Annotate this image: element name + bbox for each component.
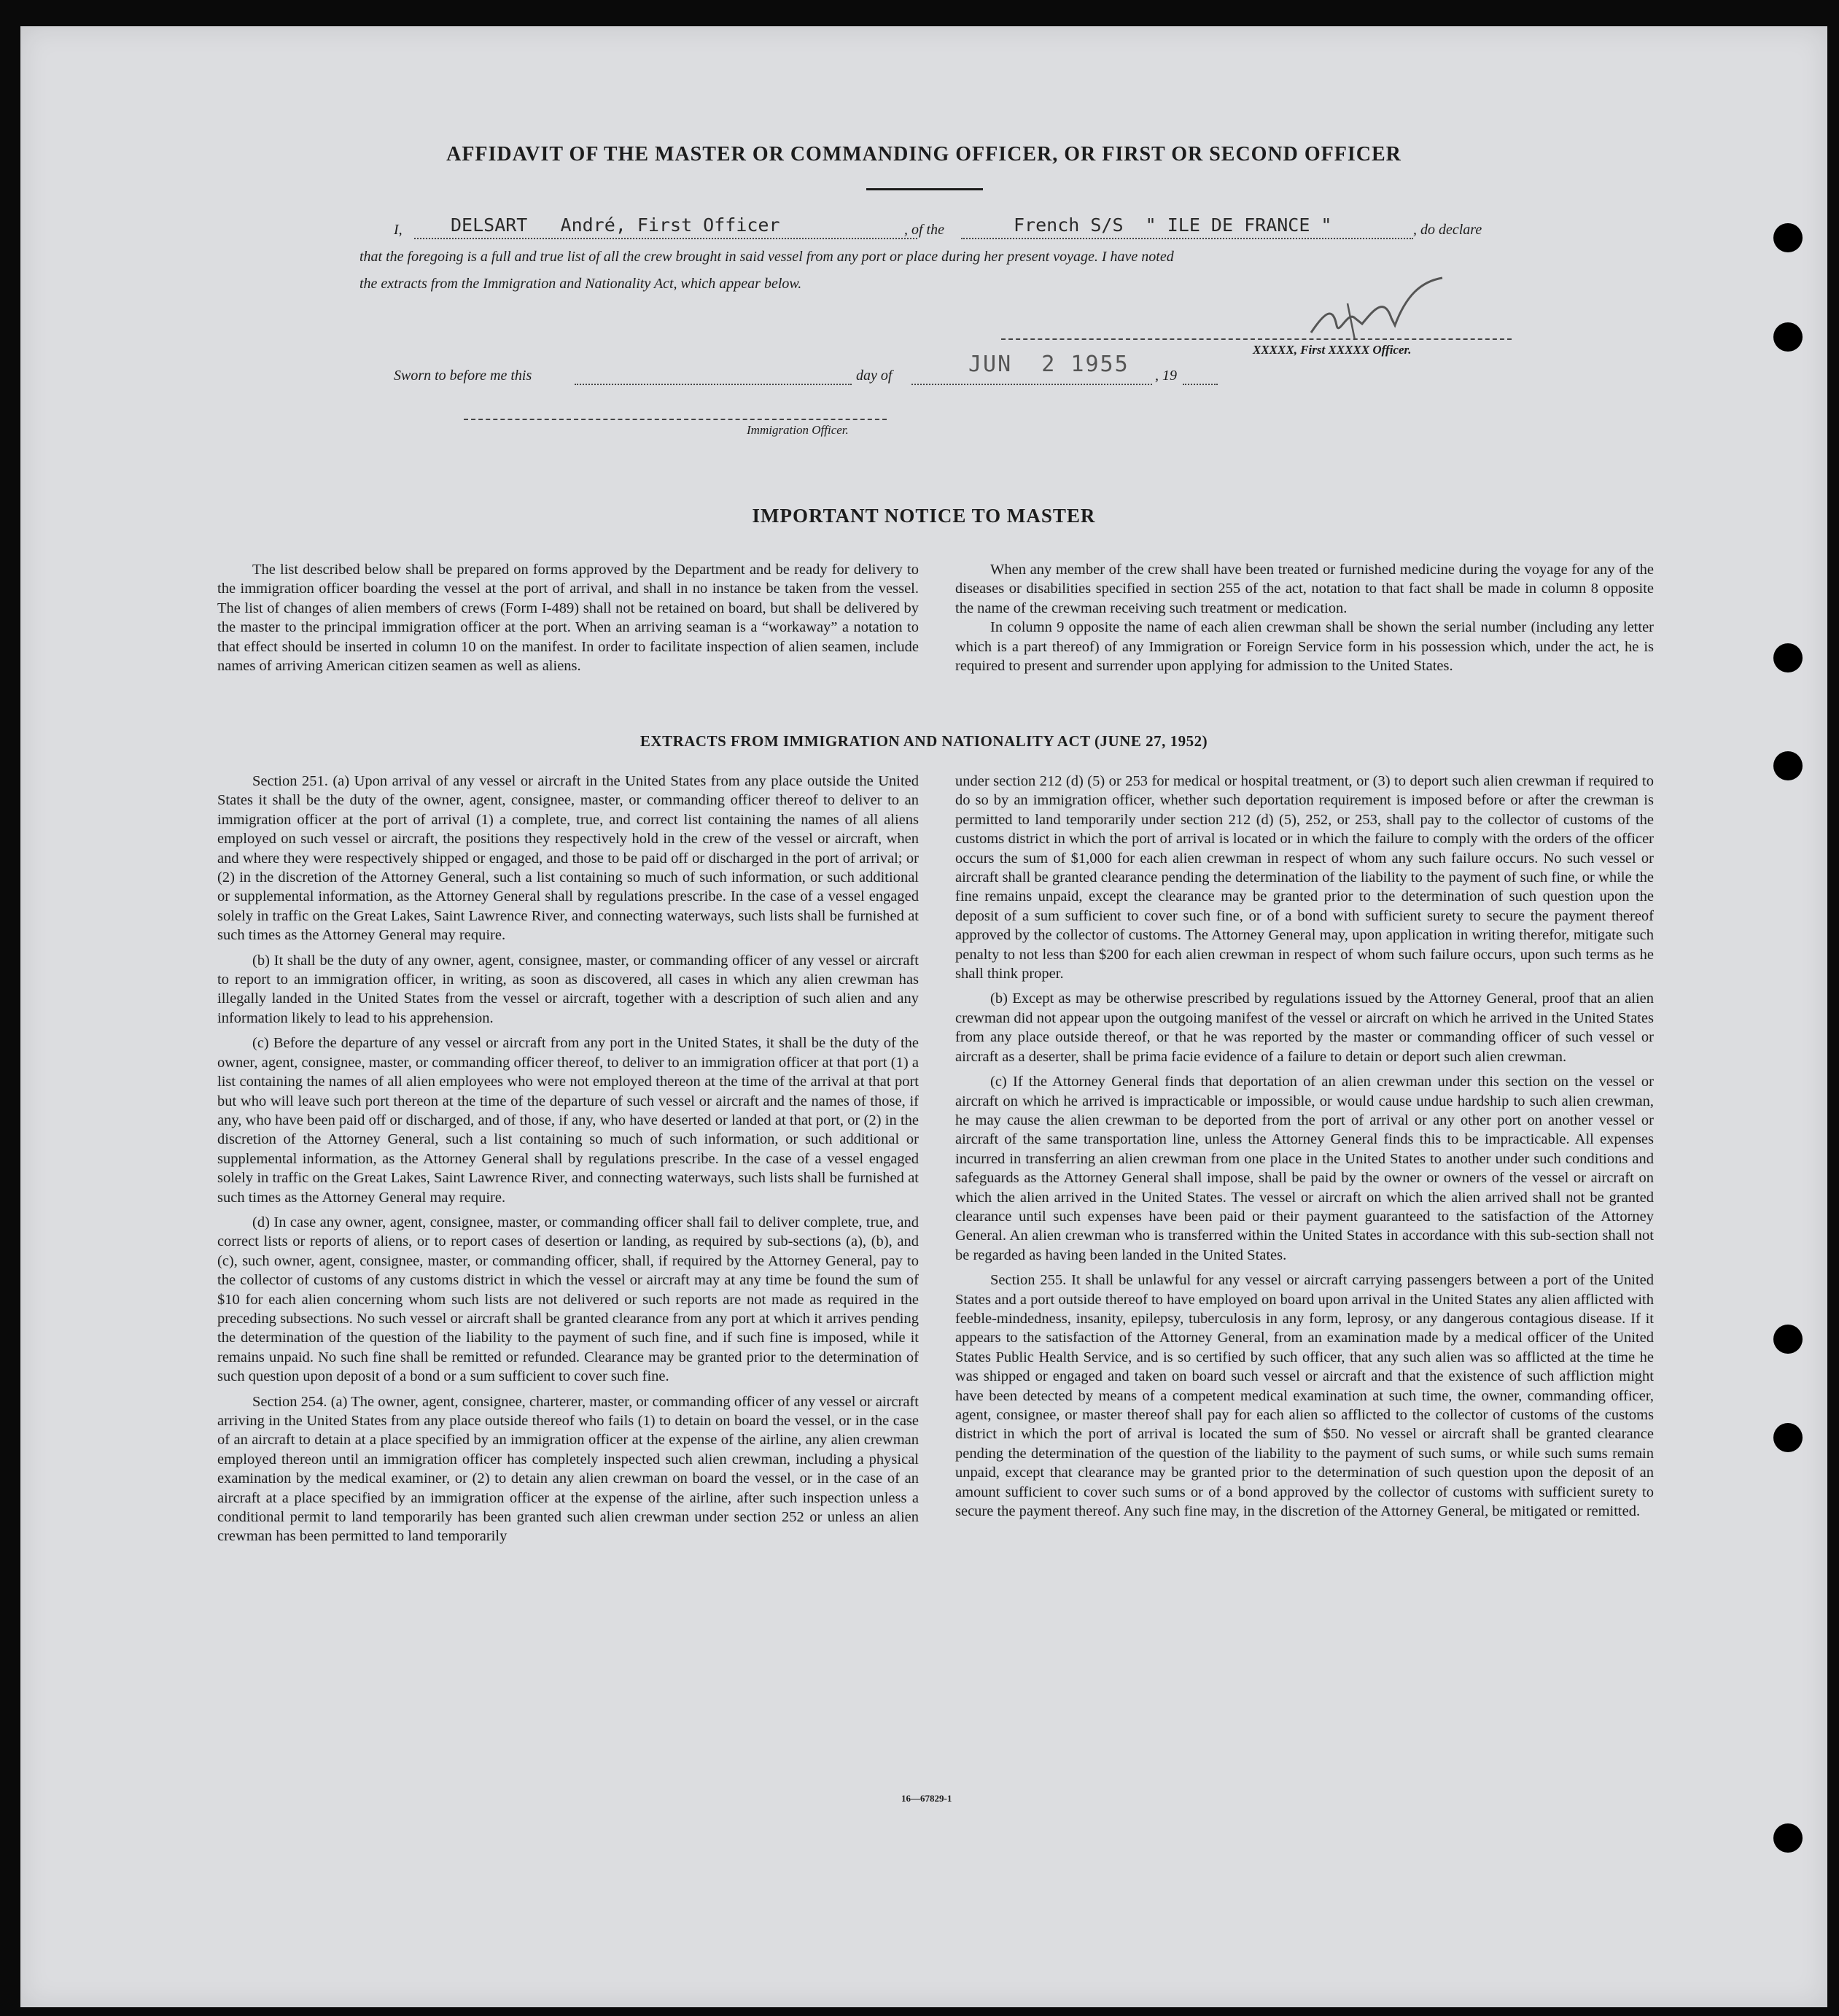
date-stamp: JUN 2 1955 xyxy=(968,352,1130,377)
section-254-c: (c) If the Attorney General finds that deportation of an alien crewman under this section on the vessel or aircraft on which he arrived is impracticable or impossible, or would cause undue hardship to such alien crewman, he may cause the alien crewman to be deported from the port of arrival or any other port on another vessel or aircraft of the same transportation line, unless the Attorney General finds this to be impracticable. All expenses incurred in transferring an alien crewman from one place in the United States to another under such conditions and safeguards as the Attorney General shall impose, shall be paid by the owner or owners of the vessel or aircraft on which the alien arrived in the United States. The vessel or aircraft on which the alien arrived shall not be granted clearance until such expenses have been paid or their payment guaranteed to the satisfaction of the Attorney General. An alien crewman who is transferred within the United States in accordance with this sub-section shall not be regarded as having been landed in the United States. xyxy=(955,1074,1654,1263)
year-line xyxy=(1183,384,1218,385)
document-page xyxy=(20,26,1827,2007)
vessel-name: French S/S " ILE DE FRANCE " xyxy=(1014,214,1332,236)
section-254-a: Section 254. (a) The owner, agent, consignee, charterer, master, or commanding officer of any vessel or aircraft arriving in the United States from any place outside thereof who fails (1) to detain on board the vessel, or in the case of an aircraft to detain at a place specified by an immigration officer at the expense of the airline, any alien crewman employed thereon until an immigration officer has completely inspected such alien crewman, including a physical examination by the medical examiner, or (2) to detain any alien crewman on board the vessel, or in the case of an aircraft at a place specified by an immigration officer at the expense of the airline, after such inspection unless a conditional permit to land temporarily has been granted such alien crewman under section 252 or unless an alien crewman has been permitted to land temporarily xyxy=(217,1393,919,1545)
binder-hole xyxy=(1773,751,1803,780)
vessel-fill-line xyxy=(961,238,1413,239)
extracts-right-column xyxy=(955,772,1654,1527)
section-255: Section 255. It shall be unlawful for any vessel or aircraft carrying passengers between a port of the United States and a port outside thereof to have employed on board upon arrival in the United States any alien afflicted with feeble-mindedness, insanity, epilepsy, tuberculosis in any form, leprosy, or any dangerous contagious disease. If it appears to the satisfaction of the Attorney General, from an examination made by a medical officer of the United States Public Health Service, and is so certified by such officer, that any such alien was so afflicted at the time he was shipped or engaged and taken on board such vessel or aircraft and that the existence of such affliction might have been detected by means of a competent medical examination at such time, the owner, commanding officer, agent, consignee, or master thereof shall pay for each alien so afflicted to the collector of customs of the customs district in which the port of arrival is located the sum of $50. No vessel or aircraft shall be granted clearance pending the determination of the question of the liability to the payment of such sums, or while such sums remain unpaid, except that clearance may be granted prior to the determination of such question upon the deposit of an amount sufficient to cover such sums or of a bond approved by the collector of customs with sufficient surety to secure the payment thereof. Any such fine may, in the discretion of the Attorney General, be mitigated or remitted. xyxy=(955,1272,1654,1520)
extracts-left-column xyxy=(217,772,919,1552)
day-of-label: day of xyxy=(856,368,893,384)
title-underline xyxy=(866,188,983,190)
of-the-label: , of the xyxy=(904,222,944,238)
binder-hole xyxy=(1773,643,1803,672)
notice-left-paragraph: The list described below shall be prepared on forms approved by the Department and be ready for delivery to the immigration officer boarding the vessel at the port of arrival, and shall in no instance be taken from the vessel. The list of changes of alien members of crews (Form I-489) shall not be retained on board, but shall be delivered by the master to the principal immigration officer at the port. When an arriving seaman is a “workaway” a notation to that effect should be inserted in column 10 on the manifest. In order to facilitate inspection of alien seamen, include names of arriving American citizen seamen as well as aliens. xyxy=(217,562,919,675)
immigration-officer-line xyxy=(464,419,887,420)
statement-line-1: that the foregoing is a full and true list of all the crew brought in said vessel from any port or place during her present voyage. I have noted xyxy=(359,249,1174,265)
immigration-officer-caption: Immigration Officer. xyxy=(747,423,849,437)
do-declare-label: , do declare xyxy=(1413,222,1482,238)
notice-title: IMPORTANT NOTICE TO MASTER xyxy=(752,505,1096,527)
notice-right-paragraph-1: When any member of the crew shall have been treated or furnished medicine during the voyage for any of the diseases or disabilities specified in section 255 of the act, notation to that fact shall be made in column 8 opposite the name of the crewman receiving such treatment or medication. xyxy=(955,562,1654,616)
notice-left-column xyxy=(217,560,919,675)
sworn-label: Sworn to before me this xyxy=(394,368,532,384)
notice-right-paragraph-2: In column 9 opposite the name of each alien crewman shall be shown the serial number (including any letter which is a part thereof) of any Immigration or Foreign Service form in his possession which, under the act, he is required to present and surrender upon applying for admission to the United States. xyxy=(955,619,1654,675)
officer-signature xyxy=(1304,267,1450,347)
officer-signature-line xyxy=(1001,338,1512,340)
form-number: 16—67829-1 xyxy=(901,1793,952,1804)
section-251-a: Section 251. (a) Upon arrival of any vessel or aircraft in the United States from any place outside the United States it shall be the duty of the owner, agent, consignee, master, or commanding officer thereof to deliver to an immigration officer at the port of arrival (1) a complete, true, and correct list containing the names of all aliens employed on such vessel or aircraft, the positions they respectively hold in the crew of the vessel or aircraft, when and where they were respectively shipped or engaged, and those to be paid off or discharged in the port of arrival; or (2) in the discretion of the Attorney General, such a list containing so much of such information, or such additional or supplemental information, as the Attorney General shall by regulations prescribe. In the case of a vessel engaged solely in traffic on the Great Lakes, Saint Lawrence River, and connecting waterways, such lists shall be furnished at such times as the Attorney General may require. xyxy=(217,773,919,944)
name-fill-line xyxy=(414,238,917,239)
section-251-c: (c) Before the departure of any vessel or aircraft from any port in the United States, it shall be the duty of the owner, agent, consignee, master, or commanding officer thereof, to deliver to an immigration officer at that port (1) a list containing the names of all alien employees who were not employed thereon at the time of the arrival at that port but who will leave such port thereon at the time of the departure of such vessel or aircraft and the names of those, if any, who have been paid off or discharged, and of those, if any, who have deserted or landed at that port, or (2) in the discretion of the Attorney General, such a list containing so much of such information, or such additional or supplemental information, as the Attorney General shall by regulations prescribe. In the case of a vessel engaged solely in traffic on the Great Lakes, Saint Lawrence River, and connecting waterways, such lists shall be furnished at such times as the Attorney General may require. xyxy=(217,1035,919,1206)
sworn-day-line xyxy=(575,384,852,385)
statement-line-2: the extracts from the Immigration and Nationality Act, which appear below. xyxy=(359,276,802,292)
i-label: I, xyxy=(394,222,403,238)
section-251-d: (d) In case any owner, agent, consignee, master, or commanding officer shall fail to deliver complete, true, and correct lists or reports of aliens, or to report cases of desertion or landing, as required by sub-sections (a), (b), and (c), such owner, agent, consignee, master, or commanding officer, shall, if required by the Attorney General, pay to the collector of customs of any customs district in which the vessel or aircraft may at any time be found the sum of $10 for each alien concerning whom such lists are not delivered or such reports are not made as required in the preceding subsections. No such vessel or aircraft shall be granted clearance from any port at which it arrives pending the determination of the question of the liability to the payment of such fine, and if such fine is imposed, while it remains unpaid. No such fine shall be remitted or refunded. Clearance may be granted prior to the determination of such question upon deposit of a bond or a sum sufficient to cover such fine. xyxy=(217,1214,919,1385)
affidavit-title: AFFIDAVIT OF THE MASTER OR COMMANDING OFFICER, OR FIRST OR SECOND OFFICER xyxy=(446,143,1401,166)
binder-hole xyxy=(1773,1325,1803,1354)
section-254-b: (b) Except as may be otherwise prescribed by regulations issued by the Attorney General, proof that an alien crewman did not appear upon the outgoing manifest of the vessel or aircraft on which he arrived in the United States from any place outside thereof, or that he was reported by the master or commanding officer of such vessel or aircraft as a deserter, shall be prima facie evidence of a failure to detain or deport such alien crewman. xyxy=(955,990,1654,1065)
extracts-title: EXTRACTS FROM IMMIGRATION AND NATIONALITY ACT (JUNE 27, 1952) xyxy=(639,732,1208,750)
binder-hole xyxy=(1773,223,1803,252)
section-254-a-continued: under section 212 (d) (5) or 253 for medical or hospital treatment, or (3) to deport such alien crewman if required to do so by an immigration officer, whether such deportation requirement is imposed before or after the crewman is permitted to land temporarily under section 212 (d) (5), 252, or 253, shall pay to the collector of customs of the customs district in which the port of arrival is located or in which the failure to comply with the orders of the officer occurs the sum of $1,000 for each alien crewman in respect of whom any such failure occurs. No such vessel or aircraft shall be granted clearance pending the determination of the liability to the payment of such fine, or while the fine remains unpaid, except the clearance may be granted prior to the determination of such question upon the deposit of a sum sufficient to cover such fine, or of a bond with sufficient surety to secure the payment thereof approved by the collector of customs. The Attorney General may, upon application in writing therefor, mitigate such penalty to not less than $200 for each alien crewman in respect of whom such failure occurs, upon such terms as he shall think proper. xyxy=(955,773,1654,982)
section-251-b: (b) It shall be the duty of any owner, agent, consignee, master, or commanding officer of any vessel or aircraft to report to an immigration officer, in writing, as soon as discovered, all cases in which any alien crewman has illegally landed in the United States from the vessel or aircraft, together with a description of such alien and any information likely to lead to his apprehension. xyxy=(217,952,919,1026)
year-prefix: , 19 xyxy=(1155,368,1177,384)
sworn-month-line xyxy=(911,384,1152,385)
binder-hole xyxy=(1773,1823,1803,1853)
notice-right-column xyxy=(955,560,1654,675)
binder-hole xyxy=(1773,322,1803,352)
crew-officer-name: DELSART André, First Officer xyxy=(451,214,780,236)
officer-caption: XXXXX, First XXXXX Officer. xyxy=(1253,343,1412,357)
binder-hole xyxy=(1773,1423,1803,1452)
